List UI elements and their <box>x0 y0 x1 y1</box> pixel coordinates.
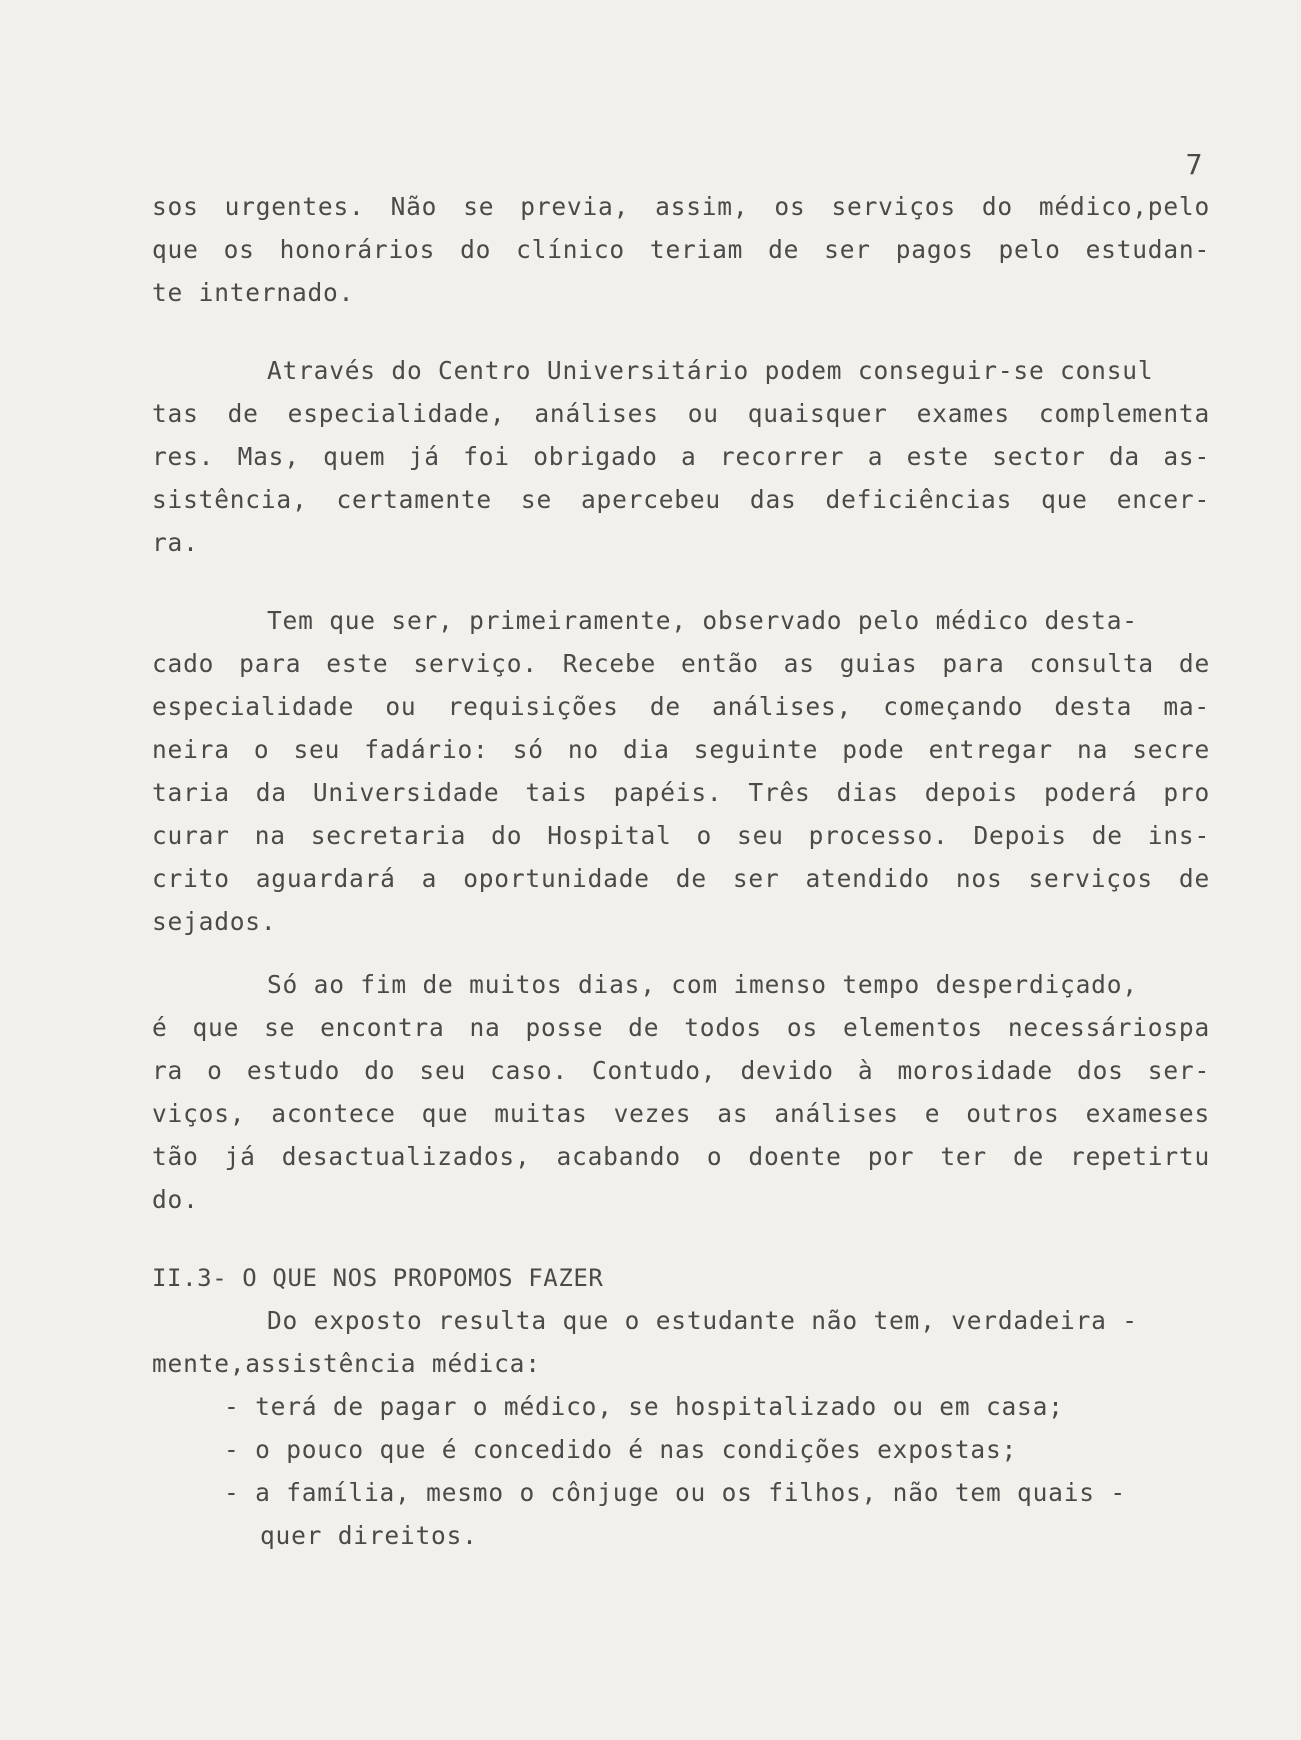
text-line: - o pouco que é concedido é nas condições expostas; <box>224 1435 1018 1464</box>
text-line: curar na secretaria do Hospital o seu processo. Depois de ins- <box>152 821 1210 850</box>
text-line: - a família, mesmo o cônjuge ou os filhos, não tem quais - <box>224 1478 1126 1507</box>
text-line: é que se encontra na posse de todos os elementos necessáriospa <box>152 1013 1210 1042</box>
text-line: especialidade ou requisições de análises, começando desta ma- <box>152 692 1210 721</box>
text-line: neira o seu fadário: só no dia seguinte pode entregar na secre <box>152 735 1210 764</box>
text-line: ra o estudo do seu caso. Contudo, devido à morosidade dos ser- <box>152 1056 1210 1085</box>
text-line: res. Mas, quem já foi obrigado a recorrer a este sector da as- <box>152 442 1210 471</box>
text-line: te internado. <box>152 278 355 307</box>
text-line: sistência, certamente se apercebeu das deficiências que encer- <box>152 485 1210 514</box>
text-line: viços, acontece que muitas vezes as análises e outros exameses <box>152 1099 1210 1128</box>
text-line: Só ao fim de muitos dias, com imenso tempo desperdiçado, <box>267 970 1138 999</box>
text-line: ra. <box>152 528 199 557</box>
text-line: Tem que ser, primeiramente, observado pelo médico desta- <box>267 606 1138 635</box>
text-line: quer direitos. <box>260 1521 478 1550</box>
text-line: do. <box>152 1185 199 1214</box>
text-line: taria da Universidade tais papéis. Três dias depois poderá pro <box>152 778 1210 807</box>
text-line: - terá de pagar o médico, se hospitalizado ou em casa; <box>224 1392 1064 1421</box>
section-heading: II.3- O QUE NOS PROPOMOS FAZER <box>152 1264 604 1292</box>
text-line: mente,assistência médica: <box>152 1349 541 1378</box>
text-line: que os honorários do clínico teriam de ser pagos pelo estudan- <box>152 235 1210 264</box>
text-line: sejados. <box>152 907 277 936</box>
text-line: sos urgentes. Não se previa, assim, os serviços do médico,pelo <box>152 192 1210 221</box>
text-line: Do exposto resulta que o estudante não tem, verdadeira - <box>267 1306 1138 1335</box>
text-line: cado para este serviço. Recebe então as guias para consulta de <box>152 649 1210 678</box>
text-line: crito aguardará a oportunidade de ser atendido nos serviços de <box>152 864 1210 893</box>
text-line: tão já desactualizados, acabando o doente por ter de repetirtu <box>152 1142 1210 1171</box>
text-line: tas de especialidade, análises ou quaisquer exames complementa <box>152 399 1210 428</box>
text-line: Através do Centro Universitário podem conseguir-se consul <box>267 356 1154 385</box>
page-number: 7 <box>1185 148 1203 181</box>
